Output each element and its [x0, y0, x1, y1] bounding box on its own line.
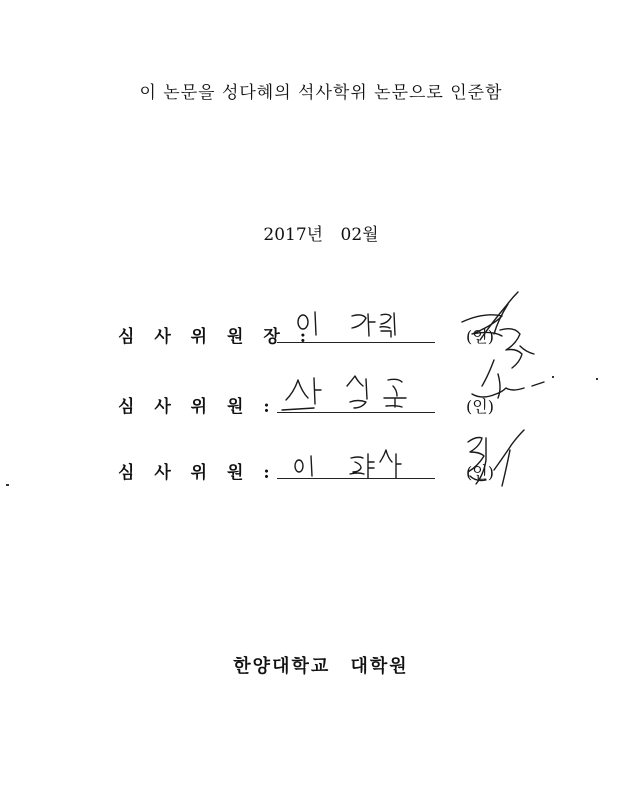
institution-school: 한양대학교 — [233, 656, 331, 677]
seal-mark: (인) — [466, 463, 494, 482]
handwritten-name-chair — [277, 314, 435, 344]
committee-role-member: 심 사 위 원 : — [118, 397, 277, 417]
signature-line — [277, 412, 435, 413]
committee-role-chair: 심 사 위 원 장 : — [118, 327, 313, 347]
handwritten-name-member-1 — [277, 384, 435, 414]
committee-row-member-2 — [0, 448, 642, 488]
handwritten-name-member-2 — [277, 450, 435, 480]
committee-row-chair — [0, 312, 642, 352]
scan-speck — [6, 484, 9, 486]
seal-mark: (인) — [466, 397, 494, 416]
institution-division: 대학원 — [350, 656, 409, 677]
approval-date — [0, 220, 642, 245]
scan-speck — [552, 376, 554, 378]
signature-line — [277, 478, 435, 479]
signature-line — [277, 342, 435, 343]
committee-row-member-1 — [0, 382, 642, 422]
scan-speck — [596, 378, 598, 380]
date-year: 2017년 — [263, 225, 324, 245]
committee-role-member: 심 사 위 원 : — [118, 463, 277, 483]
approval-statement: 이 논문을 성다혜의 석사학위 논문으로 인준함 — [139, 83, 503, 103]
institution — [0, 652, 642, 678]
date-month: 02월 — [340, 225, 379, 245]
seal-mark: (인) — [466, 327, 494, 346]
